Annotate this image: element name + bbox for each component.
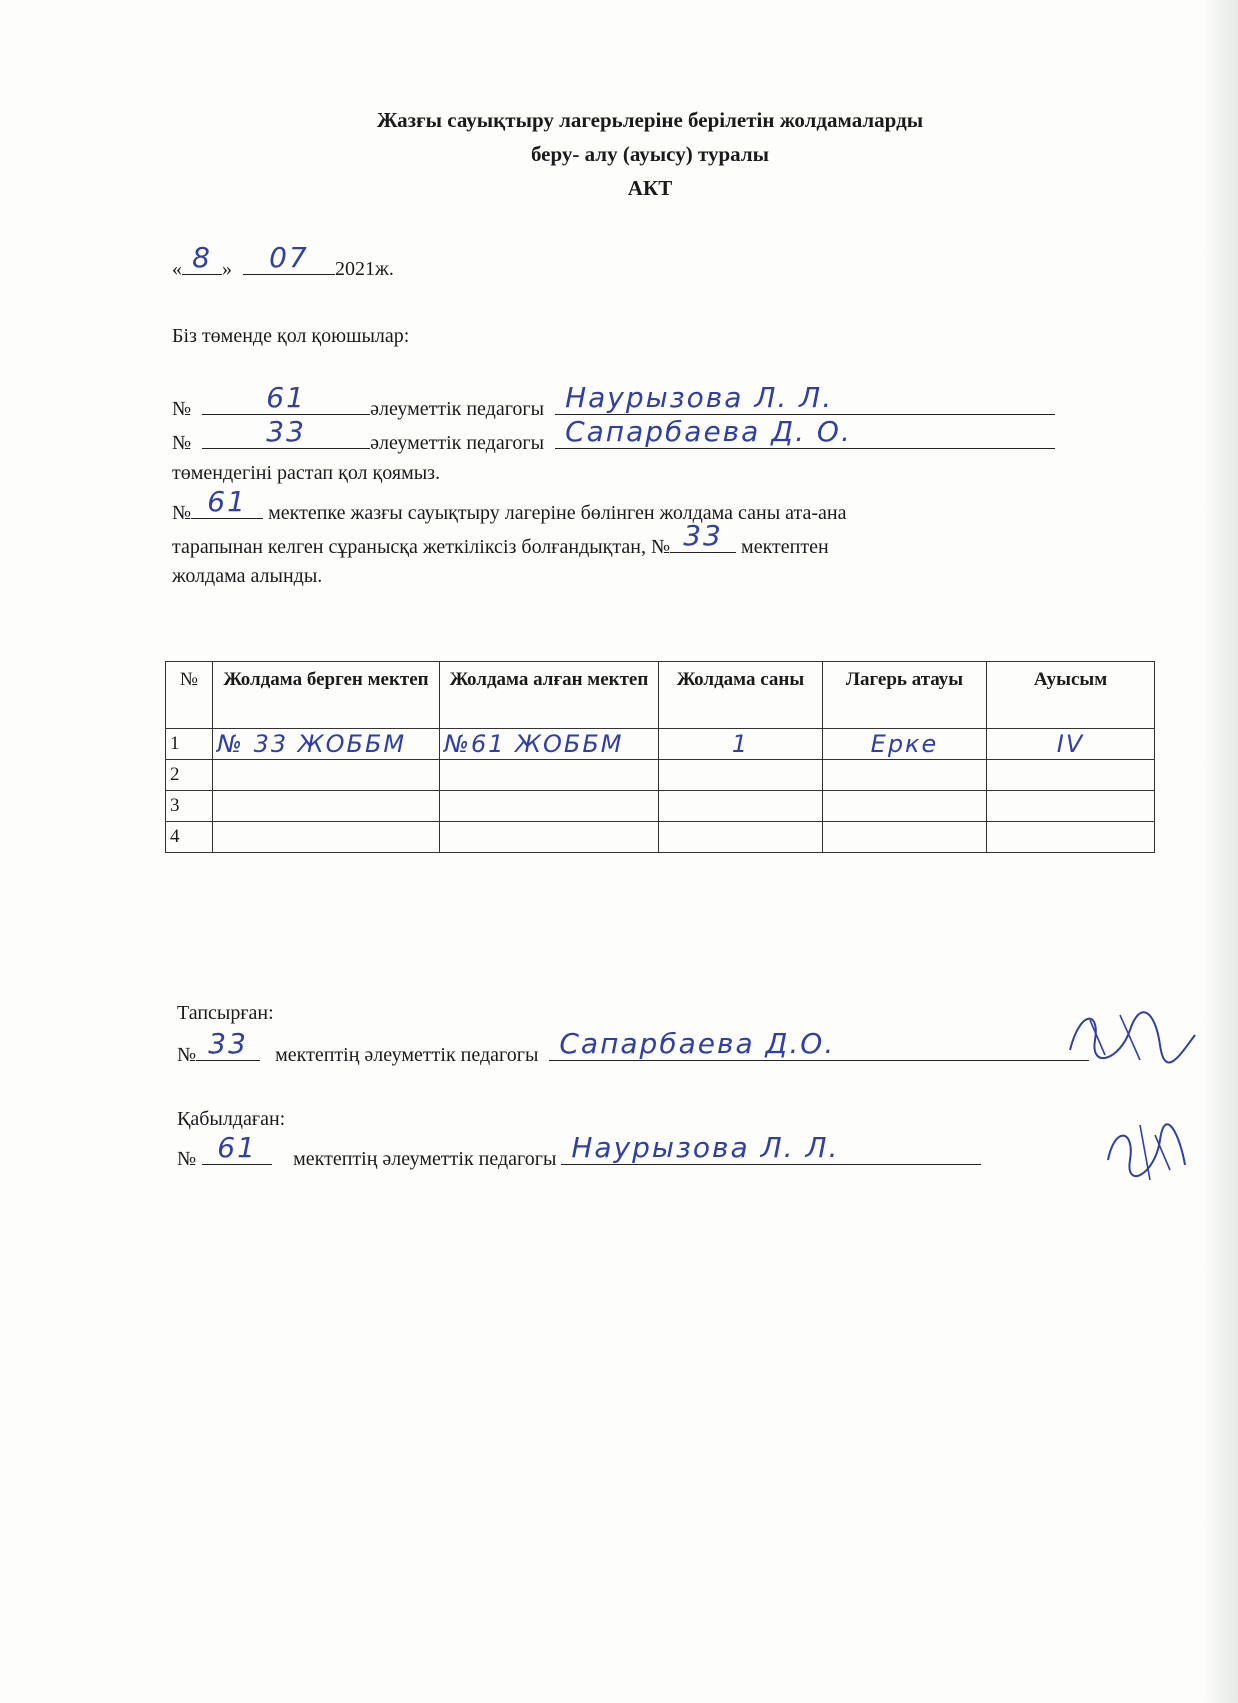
received-signature (1100, 1115, 1190, 1194)
received-label: Қабылдаған: (177, 1108, 286, 1130)
paragraph-line-1 (172, 485, 847, 525)
received-role: мектептің әлеуметтік педагогы (293, 1148, 557, 1170)
table-row (166, 822, 1155, 853)
paragraph-line-2 (172, 519, 829, 559)
header-camp-name: Лагерь атауы (823, 662, 987, 729)
cell-camp-name (823, 729, 987, 760)
received-name-field (561, 1131, 981, 1165)
cell-voucher-count (659, 791, 823, 822)
doc-title-line2: беру- алу (ауысу) туралы (530, 142, 770, 166)
paragraph-school-from-field (191, 485, 263, 519)
cell-issuing-school (213, 729, 440, 760)
signer-1-no-label: № (172, 398, 192, 420)
cell-receiving-school-value: №61 ЖОББМ (444, 730, 624, 758)
row-number: 1 (166, 729, 213, 760)
row-number: 3 (166, 791, 213, 822)
signer-2-school: 33 (266, 415, 306, 448)
cell-receiving-school (440, 791, 659, 822)
signer-2-no-label: № (172, 432, 192, 454)
signer-2-school-field (202, 415, 370, 449)
signer-row-2 (172, 415, 1055, 455)
handed-over-signature (1060, 1000, 1200, 1079)
cell-camp-name (823, 791, 987, 822)
date-day-field (182, 241, 222, 275)
cell-camp-name (823, 822, 987, 853)
signer-1-school-field (202, 381, 370, 415)
paragraph-no-label-1: № (172, 502, 192, 524)
received-school: 61 (217, 1131, 257, 1164)
paragraph-school-from: 61 (207, 485, 247, 518)
cell-shift-value: IV (1056, 730, 1085, 758)
signer-2-role: әлеуметтік педагогы (370, 432, 545, 454)
row-number: 4 (166, 822, 213, 853)
cell-camp-name-value: Ерке (870, 730, 939, 758)
table-row (166, 729, 1155, 760)
signer-2-name: Сапарбаева Д. О. (565, 415, 852, 448)
paragraph-part3: мектептен (741, 536, 829, 558)
cell-receiving-school (440, 760, 659, 791)
date-day-value: 8 (192, 241, 212, 274)
signer-1-name-field (555, 381, 1055, 415)
cell-receiving-school (440, 822, 659, 853)
paragraph-part1: мектепке жазғы сауықтыру лагеріне бөлінген жолдама саны ата-ана (268, 502, 847, 524)
cell-issuing-school (213, 760, 440, 791)
date-line (172, 241, 394, 281)
handed-over-signature-scribble (1060, 1000, 1200, 1070)
table-header-row (166, 662, 1155, 729)
cell-voucher-count (659, 729, 823, 760)
date-month-field (243, 241, 335, 275)
cell-shift (987, 822, 1155, 853)
cell-voucher-count (659, 822, 823, 853)
paragraph-school-to-field (670, 519, 736, 553)
doc-title-line1: Жазғы сауықтыру лагерьлеріне берілетін жолдамаларды (376, 108, 924, 132)
table-row (166, 760, 1155, 791)
row-number: 2 (166, 760, 213, 791)
paragraph-school-to: 33 (683, 519, 723, 552)
intro-text: Біз төменде қол қоюшылар: (172, 325, 410, 347)
signer-1-school: 61 (266, 381, 306, 414)
cell-issuing-school (213, 791, 440, 822)
received-signature-scribble (1100, 1115, 1190, 1185)
cell-shift (987, 760, 1155, 791)
handed-over-school: 33 (208, 1027, 248, 1060)
date-close-quote: » (222, 258, 232, 280)
received-row (177, 1131, 981, 1171)
paragraph-part2: тарапынан келген сұранысқа жеткіліксіз болғандықтан, № (172, 536, 671, 558)
cell-shift (987, 791, 1155, 822)
handed-over-school-field (196, 1027, 260, 1061)
signer-2-name-field (555, 415, 1055, 449)
received-name: Наурызова Л. Л. (571, 1131, 840, 1164)
signer-1-name: Наурызова Л. Л. (565, 381, 834, 414)
cell-camp-name (823, 760, 987, 791)
scan-edge-shadow (1204, 0, 1238, 1703)
cell-shift (987, 729, 1155, 760)
header-no: № (166, 662, 213, 729)
paragraph-line-3: жолдама алынды. (172, 565, 323, 587)
received-no-label: № (177, 1148, 197, 1170)
date-open-quote: « (172, 258, 182, 280)
header-receiving-school: Жолдама алған мектеп (440, 662, 659, 729)
date-month-value: 07 (269, 241, 309, 274)
handed-over-role: мектептің әлеуметтік педагогы (275, 1044, 539, 1066)
cell-voucher-count (659, 760, 823, 791)
transfer-table (165, 661, 1155, 853)
handed-over-row (177, 1027, 1089, 1067)
handed-over-name-field (549, 1027, 1089, 1061)
table-row (166, 791, 1155, 822)
confirm-text: төмендегіні растап қол қоямыз. (172, 462, 441, 484)
handed-over-no-label: № (177, 1044, 197, 1066)
doc-title-line3: АКТ (627, 176, 673, 200)
date-year: 2021ж. (335, 258, 394, 280)
header-issuing-school: Жолдама берген мектеп (213, 662, 440, 729)
header-shift: Ауысым (987, 662, 1155, 729)
handed-over-name: Сапарбаева Д.О. (559, 1027, 836, 1060)
cell-issuing-school (213, 822, 440, 853)
signer-1-role: әлеуметтік педагогы (370, 398, 545, 420)
header-voucher-count: Жолдама саны (659, 662, 823, 729)
received-school-field (202, 1131, 272, 1165)
cell-voucher-count-value: 1 (731, 730, 750, 758)
handed-over-label: Тапсырған: (177, 1002, 274, 1024)
cell-issuing-school-value: № 33 ЖОББМ (217, 730, 407, 758)
cell-receiving-school (440, 729, 659, 760)
